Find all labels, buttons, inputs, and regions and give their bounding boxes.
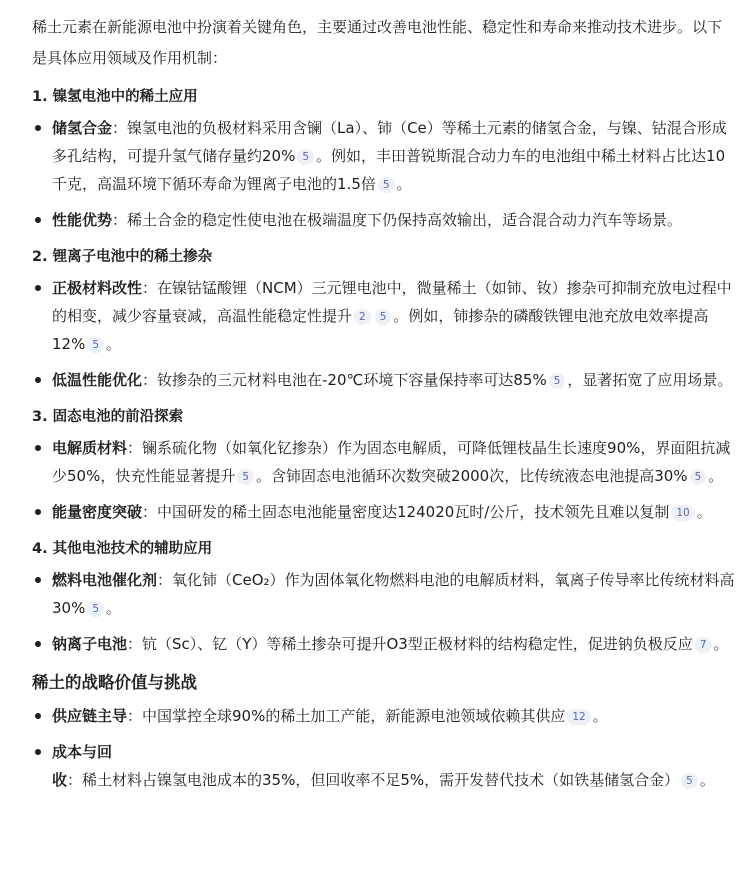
citation-badge[interactable]: 5 — [87, 337, 104, 353]
citation-badge[interactable]: 5 — [378, 177, 395, 193]
citation-badge[interactable]: 5 — [237, 469, 254, 485]
citation-badge[interactable]: 5 — [375, 309, 392, 325]
item-term: 低温性能优化 — [52, 371, 143, 389]
item-text: ：镍氢电池的负极材料采用含镧（La）、铈（Ce）等稀土元素的储氢合金，与镍、钴混合形成多孔结构，可提升氢气储存量约20% — [52, 119, 727, 165]
bullet-list — [32, 114, 735, 234]
list-item — [32, 702, 735, 730]
citation-badge[interactable]: 5 — [681, 773, 698, 789]
list-item — [32, 206, 735, 234]
item-term: 储氢合金 — [52, 119, 113, 137]
list-item — [32, 274, 735, 358]
item-text: ：稀土合金的稳定性使电池在极端温度下仍保持高效输出，适合混合动力汽车等场景。 — [112, 211, 683, 229]
section-heading: 稀土的战略价值与挑战 — [32, 673, 197, 692]
list-item — [32, 566, 735, 622]
item-term: 能量密度突破 — [52, 503, 143, 521]
citation-badge[interactable]: 12 — [567, 709, 590, 725]
item-term: 性能优势 — [52, 211, 113, 229]
item-term: 供应链主导 — [52, 707, 128, 725]
section-heading: 4. 其他电池技术的辅助应用 — [32, 541, 213, 557]
item-text: ：镧系硫化物（如氧化钇掺杂）作为固态电解质，可降低锂枝晶生长速度90%，界面阻抗减少50%，快充性能显著提升 — [52, 439, 731, 485]
citation-badge[interactable]: 5 — [297, 149, 314, 165]
item-text: 。 — [592, 707, 608, 725]
item-text: 。 — [396, 175, 412, 193]
citation-badge[interactable]: 7 — [695, 637, 712, 653]
bullet-list — [32, 434, 735, 526]
item-text: ：中国研发的稀土固态电池能量密度达124020瓦时/公斤，技术领先且难以复制 — [142, 503, 670, 521]
list-item — [32, 434, 735, 490]
bullet-list — [32, 274, 735, 394]
bullet-list — [32, 566, 735, 658]
item-text: 。例如，丰田普锐斯混合动力车的电池组中稀土材料占比达10千克，高温环境下循环寿命为锂离子电池的1.5倍 — [52, 147, 726, 193]
citation-badge[interactable]: 2 — [354, 309, 371, 325]
item-term: 燃料电池催化剂 — [52, 571, 158, 589]
item-term: 电解质材料 — [52, 439, 128, 457]
item-text: 。 — [106, 599, 122, 617]
item-text: 。 — [106, 335, 122, 353]
item-text: 。 — [708, 467, 724, 485]
sections-container — [32, 82, 735, 794]
item-text: 。含铈固态电池循环次数突破2000次，比传统液态电池提高30% — [256, 467, 688, 485]
item-text: 。 — [696, 503, 712, 521]
list-item — [32, 114, 735, 198]
item-text: ：在镍钴锰酸锂（NCM）三元锂电池中，微量稀土（如铈、钕）掺杂可抑制充放电过程中的相变，减少容量衰减，高温性能稳定性提升 — [52, 279, 732, 325]
list-item — [32, 498, 735, 526]
item-text: ：稀土材料占镍氢电池成本的35%，但回收率不足5%，需开发替代技术（如铁基储氢合金） — [67, 771, 680, 789]
list-item — [32, 738, 735, 794]
section-heading: 2. 锂离子电池中的稀土掺杂 — [32, 249, 213, 265]
item-text: ：钪（Sc）、钇（Y）等稀土掺杂可提升O3型正极材料的结构稳定性，促进钠负极反应 — [127, 635, 693, 653]
section-heading: 3. 固态电池的前沿探索 — [32, 409, 184, 425]
item-text: ：钕掺杂的三元材料电池在-20℃环境下容量保持率可达85% — [142, 371, 547, 389]
list-item — [32, 630, 735, 658]
citation-badge[interactable]: 5 — [549, 373, 566, 389]
item-term: 钠离子电池 — [52, 635, 128, 653]
item-term: 成本与回收 — [52, 743, 113, 789]
item-text: ，显著拓宽了应用场景。 — [567, 371, 733, 389]
citation-badge[interactable]: 10 — [671, 505, 694, 521]
citation-badge[interactable]: 5 — [690, 469, 707, 485]
bullet-list — [32, 702, 735, 794]
item-text: ：氧化铈（CeO₂）作为固体氧化物燃料电池的电解质材料，氧离子传导率比传统材料高30% — [52, 571, 735, 617]
item-text: 。例如，铈掺杂的磷酸铁锂电池充放电效率提高12% — [52, 307, 709, 353]
list-item — [32, 366, 735, 394]
intro-paragraph: 稀土元素在新能源电池中扮演着关键角色，主要通过改善电池性能、稳定性和寿命来推动技术进步。以下是具体应用领域及作用机制： — [32, 18, 723, 67]
item-text: 。 — [713, 635, 729, 653]
citation-badge[interactable]: 5 — [87, 601, 104, 617]
item-term: 正极材料改性 — [52, 279, 143, 297]
item-text: 。 — [699, 771, 715, 789]
section-heading: 1. 镍氢电池中的稀土应用 — [32, 89, 198, 105]
item-text: ：中国掌控全球90%的稀土加工产能，新能源电池领域依赖其供应 — [127, 707, 566, 725]
